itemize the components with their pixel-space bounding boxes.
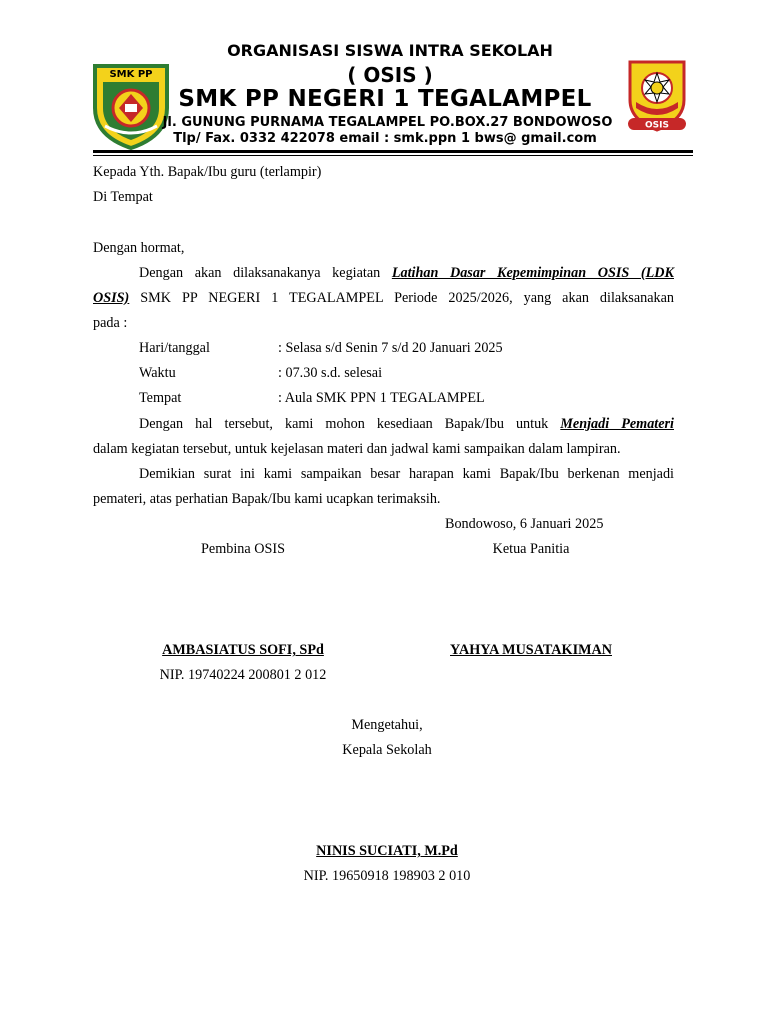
detail-value-date: : Selasa s/d Senin 7 s/d 20 Januari 2025 [278, 340, 503, 356]
detail-label-place: Tempat [139, 390, 182, 406]
head-signer-name: NINIS SUCIATI, M.Pd [316, 843, 458, 859]
greeting: Dengan hormat, [93, 240, 185, 256]
head-signer-nip: NIP. 19650918 198903 2 010 [303, 868, 471, 884]
paragraph-1-cont: SMK PP NEGERI 1 TEGALAMPEL Periode 2025/2026, yang akan dilaksanakan [140, 290, 674, 306]
detail-value-time: : 07.30 s.d. selesai [278, 365, 383, 381]
logo-right-text: OSIS [645, 120, 669, 131]
org-abbr: ( OSIS ) [347, 63, 433, 87]
detail-label-time: Waktu [139, 365, 176, 381]
paragraph-1-start: Dengan akan dilaksanakanya kegiatan [139, 265, 381, 281]
right-signer-name: YAHYA MUSATAKIMAN [450, 642, 612, 658]
paragraph-2-start: Dengan hal tersebut, kami mohon kesediaan Bapak/Ibu untuk [139, 416, 549, 432]
event-name-part-1: Latihan Dasar Kepemimpinan OSIS (LDK [391, 265, 674, 281]
head-signer-role: Kepala Sekolah [342, 742, 432, 758]
school-address: Jl. GUNUNG PURNAMA TEGALAMPEL PO.BOX.27 BONDOWOSO [162, 115, 613, 130]
paragraph-3-b: pemateri, atas perhatian Bapak/Ibu kami ucapkan terimaksih. [93, 491, 441, 507]
paragraph-2-line-1 [139, 416, 674, 433]
speaker-request: Menjadi Pemateri [560, 416, 674, 432]
recipient-place: Di Tempat [93, 189, 153, 205]
paragraph-3-a: Demikian surat ini kami sampaikan besar harapan kami Bapak/Ibu berkenan menjadi [139, 466, 674, 482]
paragraph-3-line-1 [139, 466, 674, 483]
school-name: SMK PP NEGERI 1 TEGALAMPEL [178, 86, 592, 112]
acknowledge-label: Mengetahui, [351, 717, 423, 733]
right-signer-role: Ketua Panitia [492, 541, 570, 557]
school-contact: Tlp/ Fax. 0332 422078 email : smk.ppn 1 bws@ gmail.com [173, 131, 597, 146]
left-signer-role: Pembina OSIS [201, 541, 285, 557]
place-date: Bondowoso, 6 Januari 2025 [445, 516, 604, 532]
recipient-to: Kepada Yth. Bapak/Ibu guru (terlampir) [93, 164, 322, 180]
event-name-part-2: OSIS) [93, 290, 130, 306]
paragraph-1-line-1 [139, 265, 674, 282]
letterhead-rule-thin [93, 155, 693, 156]
left-signer-nip: NIP. 19740224 200801 2 012 [159, 667, 327, 683]
detail-value-place: : Aula SMK PPN 1 TEGALAMPEL [278, 390, 485, 406]
logo-left-text: SMK PP [109, 69, 153, 80]
letterhead-rule-thick [93, 150, 693, 153]
paragraph-1-end: pada : [93, 315, 128, 331]
org-name: ORGANISASI SISWA INTRA SEKOLAH [227, 41, 553, 60]
detail-label-date: Hari/tanggal [139, 340, 210, 356]
left-signer-name: AMBASIATUS SOFI, SPd [162, 642, 324, 658]
paragraph-1-line-2 [93, 290, 674, 307]
paragraph-2-end: dalam kegiatan tersebut, untuk kejelasan materi dan jadwal kami sampaikan dalam lampiran. [93, 441, 621, 457]
